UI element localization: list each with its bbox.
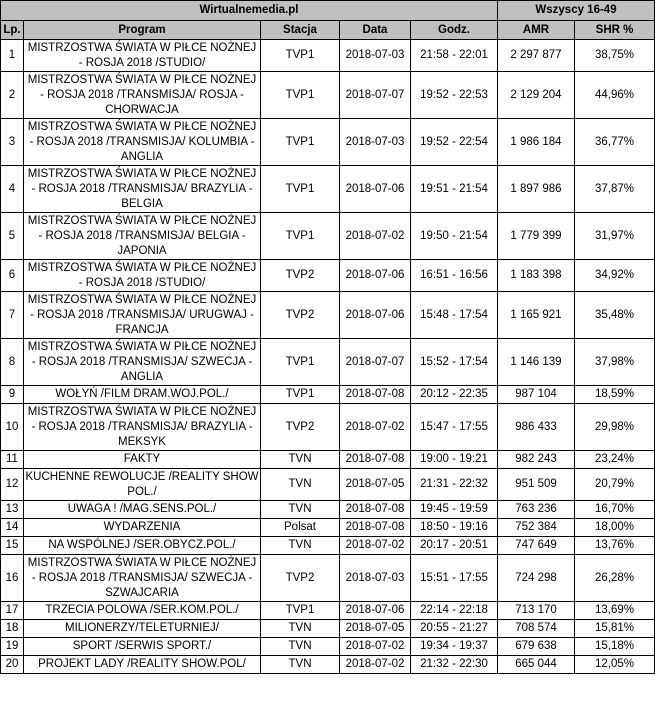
cell-station: TVP1 [261, 40, 340, 72]
cell-lp: 6 [1, 260, 24, 292]
cell-lp: 20 [1, 656, 24, 674]
cell-time: 19:52 - 22:54 [411, 119, 498, 166]
cell-lp: 12 [1, 469, 24, 501]
cell-amr: 951 509 [498, 469, 575, 501]
cell-program: MISTRZOSTWA ŚWIATA W PIŁCE NOŻNEJ - ROSJA 2018 /STUDIO/ [24, 260, 261, 292]
cell-date: 2018-07-02 [340, 638, 411, 656]
cell-amr: 1 165 921 [498, 292, 575, 339]
cell-program: NA WSPÓLNEJ /SER.OBYCZ.POL./ [24, 537, 261, 555]
cell-station: TVP1 [261, 213, 340, 260]
cell-amr: 2 297 877 [498, 40, 575, 72]
col-header-program: Program [24, 21, 261, 40]
cell-time: 19:00 - 19:21 [411, 451, 498, 469]
cell-shr: 35,48% [575, 292, 655, 339]
cell-amr: 982 243 [498, 451, 575, 469]
cell-time: 15:47 - 17:55 [411, 404, 498, 451]
cell-station: TVP1 [261, 386, 340, 404]
col-header-amr: AMR [498, 21, 575, 40]
table-row [1, 404, 655, 451]
cell-lp: 15 [1, 537, 24, 555]
cell-date: 2018-07-08 [340, 451, 411, 469]
col-header-station: Stacja [261, 21, 340, 40]
cell-lp: 8 [1, 339, 24, 386]
cell-shr: 37,87% [575, 166, 655, 213]
cell-amr: 708 574 [498, 620, 575, 638]
cell-time: 21:32 - 22:30 [411, 656, 498, 674]
cell-time: 18:50 - 19:16 [411, 519, 498, 537]
table-row [1, 451, 655, 469]
cell-time: 21:58 - 22:01 [411, 40, 498, 72]
cell-date: 2018-07-06 [340, 292, 411, 339]
cell-station: Polsat [261, 519, 340, 537]
cell-time: 19:50 - 21:54 [411, 213, 498, 260]
cell-shr: 31,97% [575, 213, 655, 260]
cell-amr: 1 183 398 [498, 260, 575, 292]
cell-lp: 1 [1, 40, 24, 72]
cell-shr: 12,05% [575, 656, 655, 674]
cell-time: 20:55 - 21:27 [411, 620, 498, 638]
cell-shr: 20,79% [575, 469, 655, 501]
cell-program: MISTRZOSTWA ŚWIATA W PIŁCE NOŻNEJ - ROSJA 2018 /TRANSMISJA/ BRAZYLIA - BELGIA [24, 166, 261, 213]
cell-date: 2018-07-05 [340, 620, 411, 638]
cell-program: WYDARZENIA [24, 519, 261, 537]
cell-lp: 2 [1, 72, 24, 119]
cell-program: MISTRZOSTWA ŚWIATA W PIŁCE NOŻNEJ - ROSJA 2018 /STUDIO/ [24, 40, 261, 72]
cell-station: TVP2 [261, 260, 340, 292]
cell-shr: 37,98% [575, 339, 655, 386]
cell-shr: 15,18% [575, 638, 655, 656]
cell-date: 2018-07-07 [340, 72, 411, 119]
cell-time: 20:12 - 22:35 [411, 386, 498, 404]
cell-program: MISTRZOSTWA ŚWIATA W PIŁCE NOŻNEJ - ROSJA 2018 /TRANSMISJA/ SZWECJA - ANGLIA [24, 339, 261, 386]
cell-date: 2018-07-02 [340, 656, 411, 674]
cell-program: MILIONERZY/TELETURNIEJ/ [24, 620, 261, 638]
cell-station: TVP1 [261, 339, 340, 386]
cell-program: KUCHENNE REWOLUCJE /REALITY SHOW POL./ [24, 469, 261, 501]
cell-lp: 11 [1, 451, 24, 469]
cell-lp: 18 [1, 620, 24, 638]
table-row [1, 656, 655, 674]
cell-station: TVN [261, 537, 340, 555]
cell-program: MISTRZOSTWA ŚWIATA W PIŁCE NOŻNEJ - ROSJA 2018 /TRANSMISJA/ BELGIA - JAPONIA [24, 213, 261, 260]
cell-shr: 13,69% [575, 602, 655, 620]
cell-station: TVP2 [261, 404, 340, 451]
col-header-date: Data [340, 21, 411, 40]
cell-station: TVN [261, 469, 340, 501]
cell-date: 2018-07-08 [340, 519, 411, 537]
cell-lp: 5 [1, 213, 24, 260]
cell-date: 2018-07-06 [340, 166, 411, 213]
cell-program: MISTRZOSTWA ŚWIATA W PIŁCE NOŻNEJ - ROSJA 2018 /TRANSMISJA/ ROSJA - CHORWACJA [24, 72, 261, 119]
cell-date: 2018-07-02 [340, 537, 411, 555]
table-row [1, 386, 655, 404]
cell-amr: 987 104 [498, 386, 575, 404]
cell-time: 20:17 - 20:51 [411, 537, 498, 555]
table-row [1, 602, 655, 620]
cell-station: TVP1 [261, 72, 340, 119]
cell-lp: 16 [1, 555, 24, 602]
audience-group-header: Wszyscy 16-49 [498, 1, 655, 21]
cell-station: TVN [261, 638, 340, 656]
col-header-time: Godz. [411, 21, 498, 40]
cell-date: 2018-07-06 [340, 602, 411, 620]
cell-date: 2018-07-05 [340, 469, 411, 501]
cell-amr: 1 986 184 [498, 119, 575, 166]
cell-amr: 1 779 399 [498, 213, 575, 260]
table-row [1, 537, 655, 555]
cell-time: 21:31 - 22:32 [411, 469, 498, 501]
cell-amr: 1 897 986 [498, 166, 575, 213]
cell-shr: 23,24% [575, 451, 655, 469]
cell-amr: 724 298 [498, 555, 575, 602]
cell-station: TVP2 [261, 292, 340, 339]
table-row [1, 339, 655, 386]
cell-lp: 7 [1, 292, 24, 339]
cell-date: 2018-07-02 [340, 213, 411, 260]
cell-station: TVN [261, 501, 340, 519]
cell-time: 19:51 - 21:54 [411, 166, 498, 213]
cell-time: 19:52 - 22:53 [411, 72, 498, 119]
cell-lp: 17 [1, 602, 24, 620]
cell-station: TVN [261, 656, 340, 674]
cell-program: MISTRZOSTWA ŚWIATA W PIŁCE NOŻNEJ - ROSJA 2018 /TRANSMISJA/ KOLUMBIA - ANGLIA [24, 119, 261, 166]
cell-date: 2018-07-06 [340, 260, 411, 292]
table-row [1, 555, 655, 602]
cell-amr: 763 236 [498, 501, 575, 519]
cell-program: MISTRZOSTWA ŚWIATA W PIŁCE NOŻNEJ - ROSJA 2018 /TRANSMISJA/ BRAZYLIA - MEKSYK [24, 404, 261, 451]
cell-time: 15:51 - 17:55 [411, 555, 498, 602]
cell-date: 2018-07-03 [340, 555, 411, 602]
cell-time: 15:48 - 17:54 [411, 292, 498, 339]
header-row-top [1, 1, 655, 21]
cell-amr: 713 170 [498, 602, 575, 620]
table-row [1, 166, 655, 213]
cell-amr: 679 638 [498, 638, 575, 656]
table-row [1, 72, 655, 119]
cell-station: TVP2 [261, 555, 340, 602]
cell-lp: 19 [1, 638, 24, 656]
cell-station: TVN [261, 620, 340, 638]
cell-station: TVP1 [261, 166, 340, 213]
table-row [1, 501, 655, 519]
table-row [1, 119, 655, 166]
header-row-columns [1, 21, 655, 40]
cell-amr: 752 384 [498, 519, 575, 537]
cell-shr: 29,98% [575, 404, 655, 451]
table-row [1, 638, 655, 656]
table-row [1, 519, 655, 537]
cell-time: 22:14 - 22:18 [411, 602, 498, 620]
cell-shr: 34,92% [575, 260, 655, 292]
cell-date: 2018-07-03 [340, 119, 411, 166]
cell-lp: 4 [1, 166, 24, 213]
cell-station: TVP1 [261, 602, 340, 620]
cell-program: UWAGA ! /MAG.SENS.POL./ [24, 501, 261, 519]
cell-date: 2018-07-03 [340, 40, 411, 72]
source-header: Wirtualnemedia.pl [1, 1, 498, 21]
cell-shr: 18,00% [575, 519, 655, 537]
cell-shr: 13,76% [575, 537, 655, 555]
cell-program: FAKTY [24, 451, 261, 469]
cell-amr: 2 129 204 [498, 72, 575, 119]
cell-time: 16:51 - 16:56 [411, 260, 498, 292]
cell-lp: 14 [1, 519, 24, 537]
cell-program: SPORT /SERWIS SPORT./ [24, 638, 261, 656]
cell-program: MISTRZOSTWA ŚWIATA W PIŁCE NOŻNEJ - ROSJA 2018 /TRANSMISJA/ URUGWAJ - FRANCJA [24, 292, 261, 339]
cell-shr: 15,81% [575, 620, 655, 638]
cell-lp: 3 [1, 119, 24, 166]
cell-station: TVP1 [261, 119, 340, 166]
cell-shr: 16,70% [575, 501, 655, 519]
cell-shr: 44,96% [575, 72, 655, 119]
cell-shr: 26,28% [575, 555, 655, 602]
table-row [1, 213, 655, 260]
cell-station: TVN [261, 451, 340, 469]
cell-date: 2018-07-08 [340, 386, 411, 404]
cell-amr: 1 146 139 [498, 339, 575, 386]
cell-program: MISTRZOSTWA ŚWIATA W PIŁCE NOŻNEJ - ROSJA 2018 /TRANSMISJA/ SZWECJA - SZWAJCARIA [24, 555, 261, 602]
table-row [1, 260, 655, 292]
table-row [1, 292, 655, 339]
table-body [1, 40, 655, 674]
cell-time: 19:45 - 19:59 [411, 501, 498, 519]
cell-program: PROJEKT LADY /REALITY SHOW.POL/ [24, 656, 261, 674]
cell-amr: 665 044 [498, 656, 575, 674]
cell-lp: 13 [1, 501, 24, 519]
cell-program: WOŁYŃ /FILM DRAM.WOJ.POL./ [24, 386, 261, 404]
cell-shr: 36,77% [575, 119, 655, 166]
col-header-shr: SHR % [575, 21, 655, 40]
cell-date: 2018-07-07 [340, 339, 411, 386]
table-row [1, 620, 655, 638]
cell-amr: 747 649 [498, 537, 575, 555]
table-row [1, 40, 655, 72]
cell-shr: 38,75% [575, 40, 655, 72]
table-row [1, 469, 655, 501]
cell-program: TRZECIA POLOWA /SER.KOM.POL./ [24, 602, 261, 620]
cell-amr: 986 433 [498, 404, 575, 451]
cell-time: 19:34 - 19:37 [411, 638, 498, 656]
cell-shr: 18,59% [575, 386, 655, 404]
cell-date: 2018-07-08 [340, 501, 411, 519]
col-header-lp: Lp. [1, 21, 24, 40]
cell-date: 2018-07-02 [340, 404, 411, 451]
cell-lp: 10 [1, 404, 24, 451]
cell-lp: 9 [1, 386, 24, 404]
cell-time: 15:52 - 17:54 [411, 339, 498, 386]
